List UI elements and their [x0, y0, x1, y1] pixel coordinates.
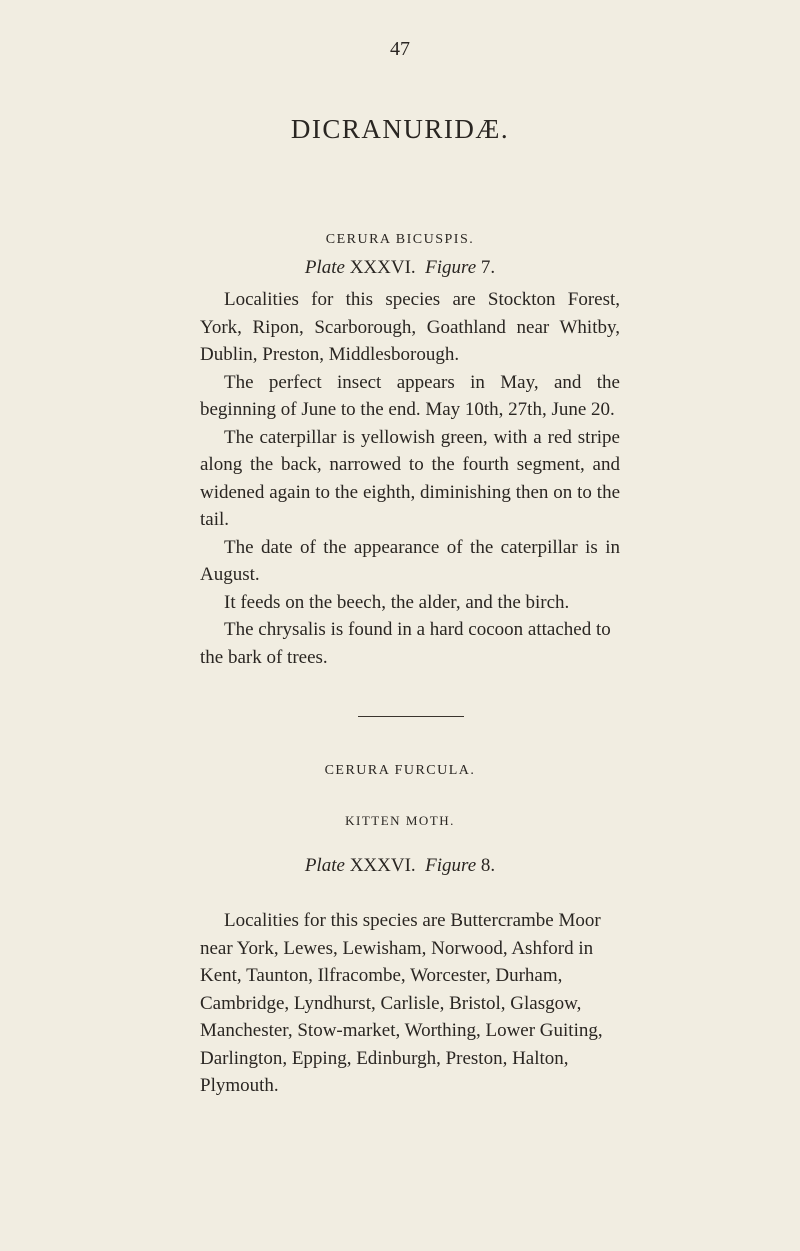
- figure-number: 7.: [480, 257, 496, 278]
- common-name-heading: KITTEN MOTH.: [345, 813, 455, 828]
- figure-label: Figure: [425, 855, 477, 876]
- paragraph-chrysalis: The chrysalis is found in a hard cocoon attached to the bark of trees.: [200, 619, 611, 668]
- chapter-title: DICRANURIDÆ.: [290, 114, 510, 144]
- species-heading-cerura-bicuspis: CERURA BICUSPIS.: [325, 232, 475, 247]
- plate-reference-1: [0, 257, 800, 279]
- section-divider: [358, 716, 464, 717]
- paragraph-localities: Localities for this species are Buttercrambe Moor near York, Lewes, Lewisham, Norwood, Ashford in Kent, Taunton, Ilfracombe, Worcester, Durham, Cambridge, Lyndhurst, Carlisle, Bristol, Glasgow, Manchester, Stow-market, Worthing, Lower Guiting, Darlington, Epping, Edinburgh, Preston, Halton, Plymouth.: [200, 910, 603, 1096]
- plate-number: XXXVI.: [349, 855, 416, 876]
- figure-number: 8.: [480, 855, 496, 876]
- species-heading-cerura-furcula: CERURA FURCULA.: [324, 763, 476, 778]
- paragraph-food: It feeds on the beech, the alder, and the birch.: [224, 591, 570, 613]
- paragraph-localities: Localities for this species are Stockton Forest, York, Ripon, Scarborough, Goathland near Whitby, Dublin, Preston, Middlesborough.: [200, 289, 620, 365]
- plate-number: XXXVI.: [349, 257, 416, 278]
- section-cerura-bicuspis-text: [200, 286, 620, 671]
- plate-reference-2: [0, 855, 800, 877]
- paragraph-appearance: The perfect insect appears in May, and the beginning of June to the end. May 10th, 27th, June 20.: [200, 371, 620, 420]
- plate-label: Plate: [304, 257, 345, 278]
- paragraph-caterpillar-date: The date of the appearance of the caterpillar is in August.: [200, 536, 620, 585]
- page-number: 47: [390, 38, 410, 60]
- section-cerura-furcula-text: [200, 907, 620, 1100]
- plate-label: Plate: [304, 855, 345, 876]
- paragraph-caterpillar: The caterpillar is yellowish green, with a red stripe along the back, narrowed to the fourth segment, and widened again to the eighth, diminishing then on to the tail.: [200, 426, 620, 530]
- figure-label: Figure: [425, 257, 477, 278]
